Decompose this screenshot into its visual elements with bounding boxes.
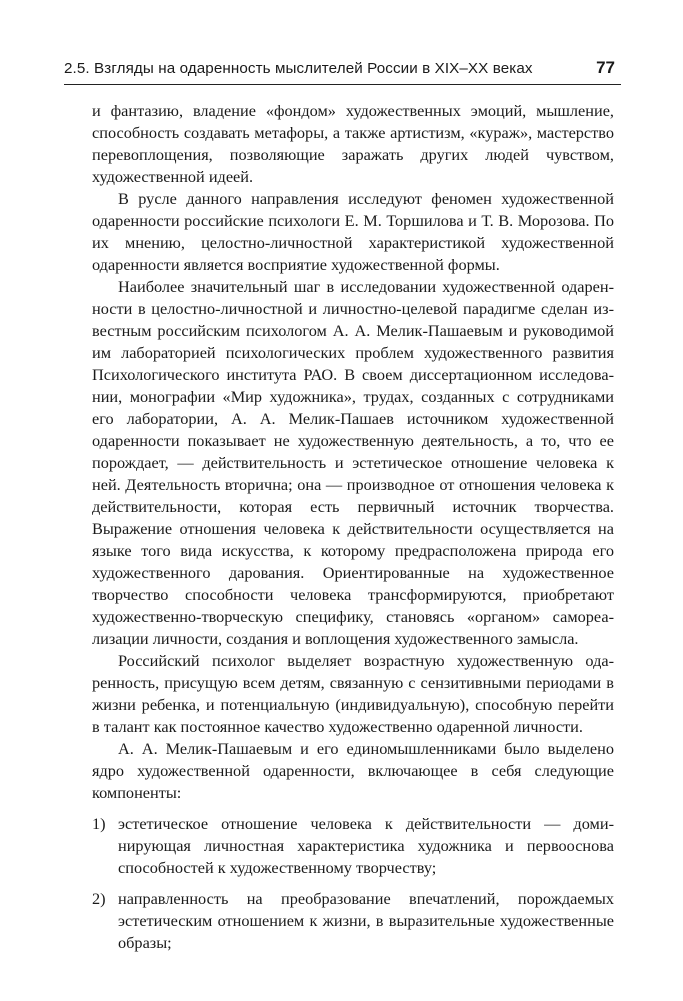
paragraph: Российский психолог выделяет возрастную художественную одаренность, присущую всем детям, связанную с сензитивными периодами в жизни ребенка, и потенциальную (индивидуальную), способную перейти в талант как постоянное качество художественно одаренной личности. [92, 651, 614, 736]
list-item-number: 1) [92, 814, 106, 833]
running-header-title: 2.5. Взгляды на одаренность мыслителей России в XIX–XX веках [64, 60, 533, 77]
paragraph: В русле данного направления исследуют феномен художественной одаренности российские психологи Е. М. Торшилова и Т. В. Морозова. По их мнению, целостно-личностной характеристикой художественной одаренности является восприятие художественной формы. [92, 189, 614, 274]
list-item [92, 888, 614, 954]
component-list [92, 813, 614, 954]
main-text [92, 100, 614, 954]
list-item-text: направленность на преобразование впечатлений, порождаемых эстетическим отношением к жизни, в выразительные художественные образы; [118, 889, 614, 952]
list-item [92, 813, 614, 879]
list-item-number: 2) [92, 889, 106, 908]
paragraph: Наиболее значительный шаг в исследовании художественной одаренности в целостно-личностной и личностно-целевой парадигме сделан известным российским психологом А. А. Мелик-Пашаевым и руководимой им лабораторией психологических проблем художественного развития Психологического института РАО. В своем диссертационном исследовании, монографии «Мир художника», трудах, созданных с сотрудниками его лаборатории, А. А. Мелик-Пашаев источником художественной одаренности показывает не художественную деятельность, а то, что ее порождает, — действительность и эстетическое отношение человека к ней. Деятельность вторична; она — производное от отношения человека к действительности, которая есть первичный источник творчества. Выражение отношения человека к действительности осуществляется на языке того вида искусства, к которому предрасположена природа его художественного дарования. Ориентированные на художественное творчество способности человека трансформируются, приобретают художественно-творческую специфику, становясь «органом» самореализации личности, создания и воплощения художественного замысла. [92, 277, 614, 648]
paragraph: А. А. Мелик-Пашаевым и его единомышленниками было выделено ядро художественной одаренности, включающее в себя следующие компоненты: [92, 739, 614, 802]
running-header [64, 58, 621, 85]
page-number: 77 [596, 58, 615, 77]
list-item-text: эстетическое отношение человека к действительности — доминирующая личностная характеристика художника и первооснова способностей к художественному творчеству; [118, 814, 614, 877]
paragraph: и фантазию, владение «фондом» художественных эмоций, мышление, способность создавать метафоры, а также артистизм, «кураж», мастерство перевоплощения, позволяющие заражать других людей чувством, художественной идеей. [92, 101, 614, 186]
